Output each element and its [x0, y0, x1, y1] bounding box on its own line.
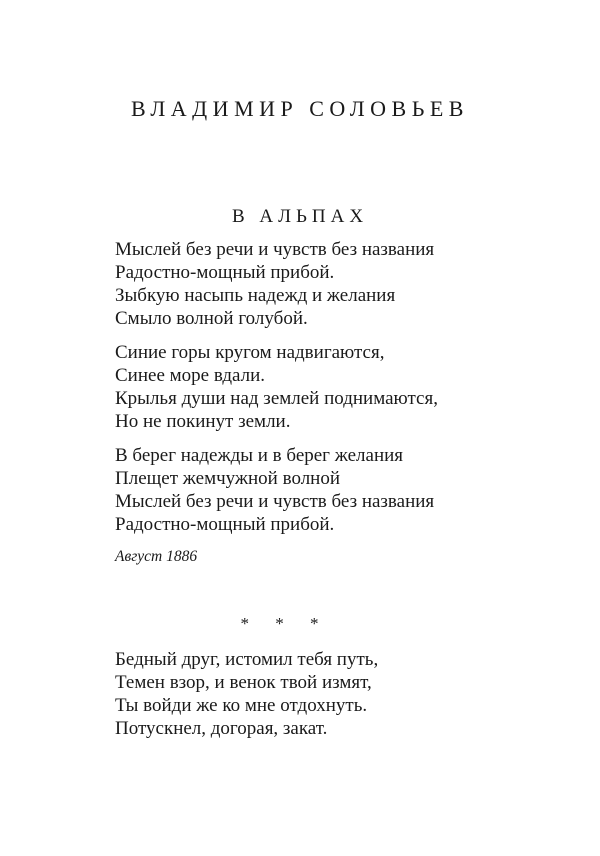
verse-line: Радостно-мощный прибой. [115, 262, 335, 283]
verse-line: Темен взор, и венок твой измят, [115, 672, 372, 693]
verse-line: Мыслей без речи и чувств без названия [115, 491, 435, 512]
author-name: ВЛАДИМИР СОЛОВЬЕВ [131, 96, 469, 121]
verse-line: Синие горы кругом надвигаются, [115, 342, 385, 363]
verse-line: Зыбкую насыпь надежд и желания [115, 285, 396, 306]
poem-body [115, 238, 555, 567]
verse-line: Бедный друг, истомил тебя путь, [115, 649, 379, 670]
verse-line: В берег надежды и в берег желания [115, 445, 404, 466]
verse-line: Ты войди же ко мне отдохнуть. [115, 695, 368, 716]
verse-line: Потускнел, догорая, закат. [115, 718, 328, 739]
stanza [115, 444, 555, 536]
verse-line: Крылья души над землей поднимаются, [115, 388, 438, 409]
poem-title: В АЛЬПАХ [231, 206, 369, 227]
verse-line: Плещет жемчужной волной [115, 468, 341, 489]
verse-line: Смыло волной голубой. [115, 308, 308, 329]
stanza [115, 238, 555, 330]
verse-line: Синее море вдали. [115, 365, 265, 386]
verse-line: Мыслей без речи и чувств без названия [115, 239, 435, 260]
verse-line: Радостно-мощный прибой. [115, 514, 335, 535]
stanza [115, 648, 555, 740]
verse-line: Но не покинут земли. [115, 411, 291, 432]
section-separator: * * * [240, 614, 330, 633]
stanza [115, 341, 555, 433]
poem-body [115, 648, 555, 751]
poem-date: Август 1886 [115, 548, 198, 565]
